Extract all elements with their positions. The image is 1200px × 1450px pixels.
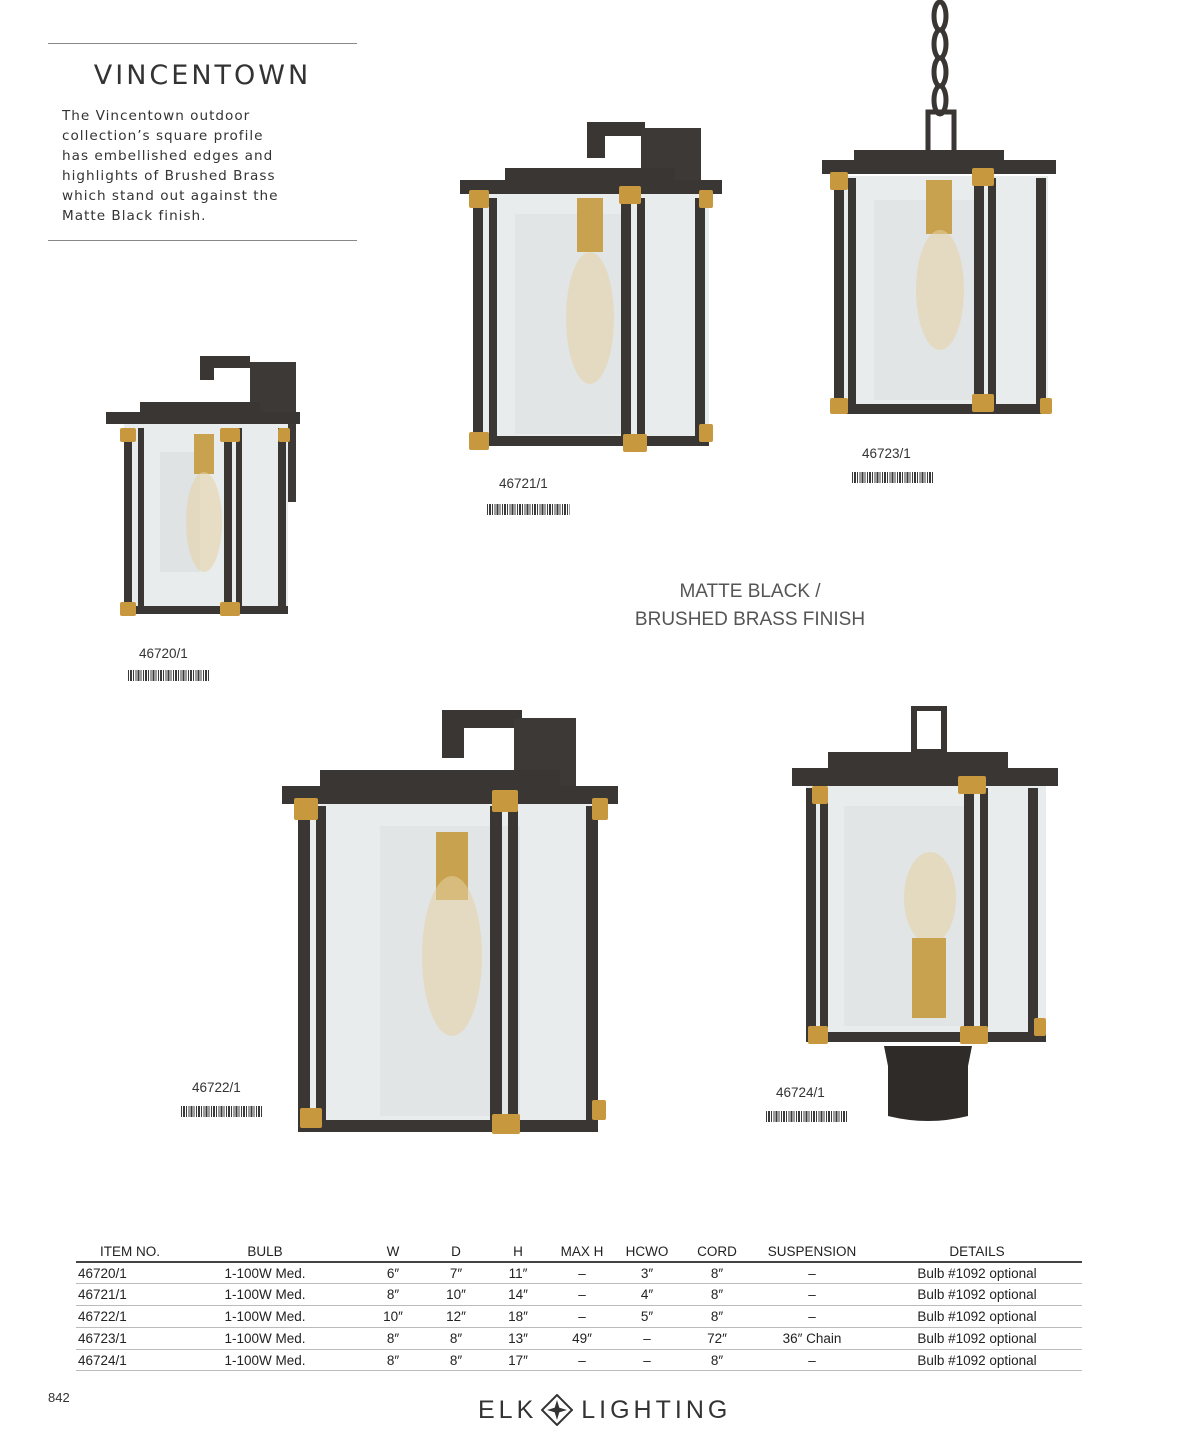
spec-cell: 8″ <box>428 1349 484 1371</box>
spec-cell: 46720/1 <box>76 1262 172 1284</box>
spec-header-cell: W <box>358 1242 428 1262</box>
spec-cell: 1-100W Med. <box>172 1262 358 1284</box>
spec-cell: 8″ <box>358 1284 428 1306</box>
spec-cell: 1-100W Med. <box>172 1284 358 1306</box>
spec-cell: 13″ <box>484 1327 552 1349</box>
spec-cell: 18″ <box>484 1306 552 1328</box>
spec-cell: Bulb #1092 optional <box>872 1306 1082 1328</box>
spec-row <box>76 1284 1082 1306</box>
spec-header-cell: SUSPENSION <box>752 1242 872 1262</box>
finish-line-1: MATTE BLACK / <box>679 581 821 602</box>
spec-cell: 36″ Chain <box>752 1327 872 1349</box>
spec-cell: 10″ <box>358 1306 428 1328</box>
spec-cell: 8″ <box>682 1306 752 1328</box>
spec-cell: 5″ <box>612 1306 682 1328</box>
barcode-46724 <box>766 1111 848 1122</box>
collection-description <box>62 106 332 226</box>
top-rule <box>48 43 357 44</box>
spec-row <box>76 1349 1082 1371</box>
spec-header-cell: ITEM NO. <box>76 1242 172 1262</box>
spec-cell: Bulb #1092 optional <box>872 1349 1082 1371</box>
spec-cell: – <box>552 1284 612 1306</box>
item-label-46722: 46722/1 <box>192 1080 241 1095</box>
spec-header-cell: CORD <box>682 1242 752 1262</box>
spec-cell: 11″ <box>484 1262 552 1284</box>
spec-cell: – <box>752 1349 872 1371</box>
brand-logo <box>478 1394 731 1426</box>
spec-table <box>76 1242 1082 1371</box>
spec-header-row <box>76 1242 1082 1262</box>
spec-header-cell: H <box>484 1242 552 1262</box>
spec-cell: 8″ <box>358 1327 428 1349</box>
item-label-46721: 46721/1 <box>499 476 548 491</box>
spec-cell: – <box>552 1262 612 1284</box>
spec-cell: – <box>752 1284 872 1306</box>
spec-cell: – <box>612 1349 682 1371</box>
spec-cell: 72″ <box>682 1327 752 1349</box>
item-label-46723: 46723/1 <box>862 446 911 461</box>
page-number: 842 <box>48 1390 70 1405</box>
spec-cell: 1-100W Med. <box>172 1327 358 1349</box>
spec-header-cell: DETAILS <box>872 1242 1082 1262</box>
item-label-46724: 46724/1 <box>776 1085 825 1100</box>
spec-header-cell: HCWO <box>612 1242 682 1262</box>
fixture-46720-image <box>100 352 300 622</box>
diamond-icon <box>541 1394 573 1426</box>
spec-row <box>76 1327 1082 1349</box>
spec-header-cell: D <box>428 1242 484 1262</box>
barcode-46720 <box>128 670 210 681</box>
spec-cell: 6″ <box>358 1262 428 1284</box>
bottom-rule <box>48 240 357 241</box>
brand-right-text: LIGHTING <box>581 1395 732 1424</box>
spec-cell: 46724/1 <box>76 1349 172 1371</box>
barcode-46721 <box>487 504 570 515</box>
fixture-46721-image <box>455 118 725 458</box>
spec-cell: 46722/1 <box>76 1306 172 1328</box>
spec-row <box>76 1306 1082 1328</box>
finish-note <box>600 578 900 634</box>
spec-cell: 8″ <box>682 1284 752 1306</box>
spec-cell: 14″ <box>484 1284 552 1306</box>
spec-cell: 46723/1 <box>76 1327 172 1349</box>
spec-cell: 17″ <box>484 1349 552 1371</box>
spec-cell: 7″ <box>428 1262 484 1284</box>
spec-cell: 10″ <box>428 1284 484 1306</box>
fixture-46723-image <box>818 0 1058 422</box>
item-label-46720: 46720/1 <box>139 646 188 661</box>
description-line: which stand out against the <box>62 188 279 204</box>
barcode-46723 <box>852 472 934 483</box>
spec-cell: – <box>612 1327 682 1349</box>
spec-cell: 8″ <box>682 1262 752 1284</box>
spec-header-cell: BULB <box>172 1242 358 1262</box>
spec-cell: – <box>552 1306 612 1328</box>
collection-title: VINCENTOWN <box>93 60 312 91</box>
spec-row <box>76 1262 1082 1284</box>
fixture-46724-image <box>788 706 1060 1126</box>
spec-cell: 4″ <box>612 1284 682 1306</box>
brand-left-text: ELK <box>478 1395 538 1424</box>
description-line: The Vincentown outdoor <box>62 108 251 124</box>
spec-cell: – <box>552 1349 612 1371</box>
spec-cell: – <box>752 1262 872 1284</box>
description-line: collection’s square profile <box>62 128 264 144</box>
spec-cell: Bulb #1092 optional <box>872 1262 1082 1284</box>
spec-cell: 1-100W Med. <box>172 1306 358 1328</box>
finish-line-2: BRUSHED BRASS FINISH <box>634 609 866 630</box>
spec-cell: 1-100W Med. <box>172 1349 358 1371</box>
description-line: highlights of Brushed Brass <box>62 168 276 184</box>
spec-cell: 8″ <box>682 1349 752 1371</box>
description-line: has embellished edges and <box>62 148 274 164</box>
fixture-46722-image <box>280 706 620 1136</box>
spec-header-cell: MAX H <box>552 1242 612 1262</box>
spec-cell: 46721/1 <box>76 1284 172 1306</box>
spec-cell: 12″ <box>428 1306 484 1328</box>
spec-cell: Bulb #1092 optional <box>872 1284 1082 1306</box>
spec-cell: 8″ <box>428 1327 484 1349</box>
description-line: Matte Black finish. <box>62 208 207 224</box>
spec-cell: 3″ <box>612 1262 682 1284</box>
spec-cell: Bulb #1092 optional <box>872 1327 1082 1349</box>
barcode-46722 <box>181 1106 263 1117</box>
spec-cell: – <box>752 1306 872 1328</box>
spec-cell: 8″ <box>358 1349 428 1371</box>
spec-cell: 49″ <box>552 1327 612 1349</box>
